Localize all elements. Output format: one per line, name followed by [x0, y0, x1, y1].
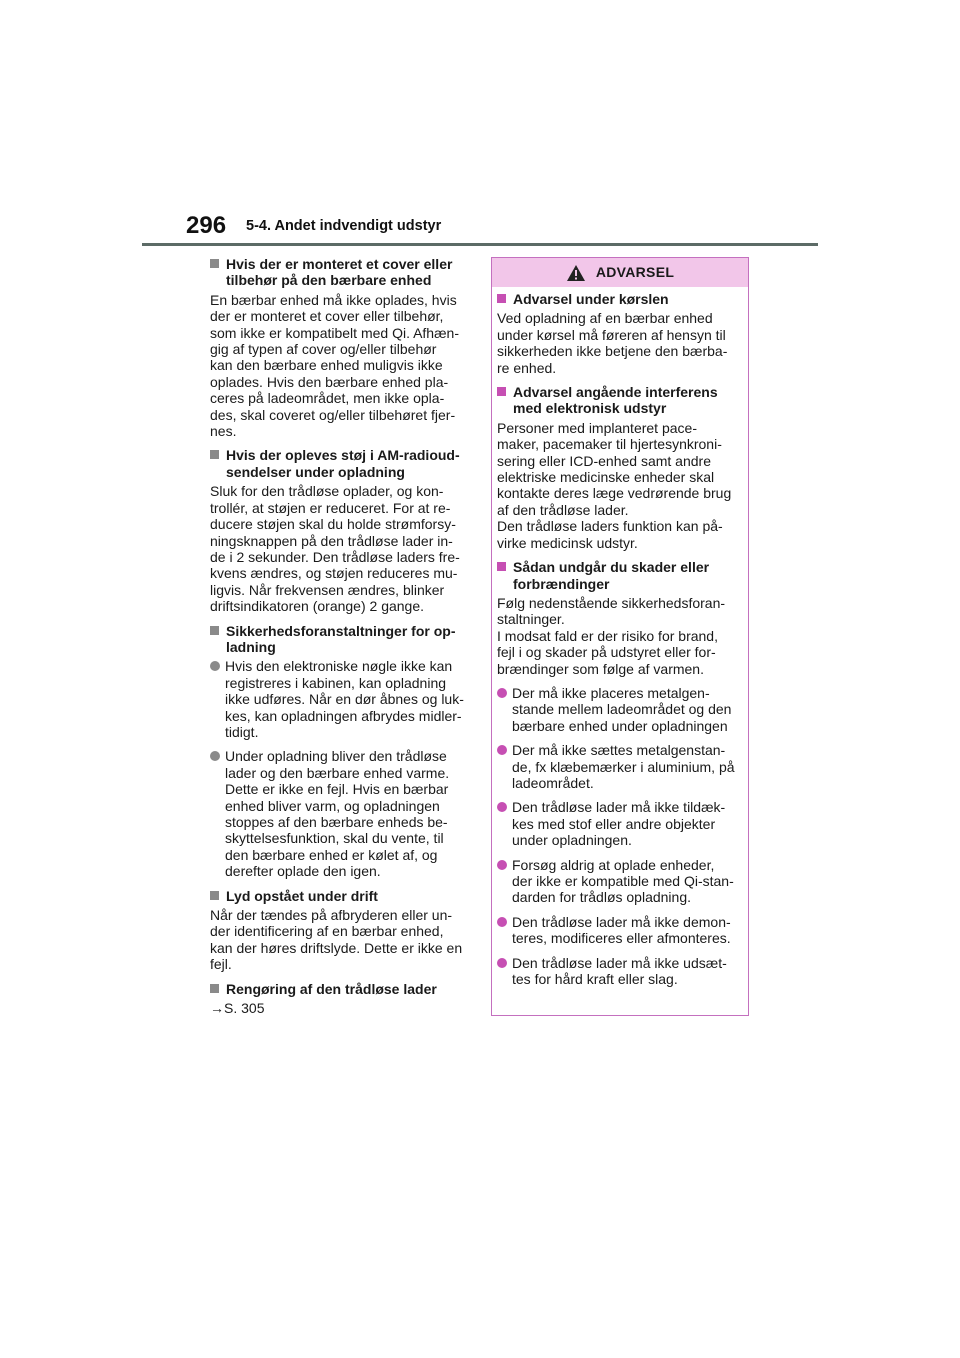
square-bullet-icon: [497, 387, 506, 396]
section-heading: [210, 981, 468, 997]
list-item: [497, 857, 743, 906]
paragraph: [210, 907, 468, 973]
text-line: Der må ikke placeres metalgen-: [512, 684, 710, 701]
list-item: [497, 799, 743, 848]
text-line: Sluk for den trådløse oplader, og kon-: [210, 483, 444, 500]
text-line: der ikke er kompatible med Qi-stan-: [512, 873, 734, 889]
text-line: Under opladning bliver den trådløse: [225, 748, 447, 765]
square-bullet-icon: [210, 891, 219, 900]
text-line: Rengøring af den trådløse lader: [226, 980, 437, 997]
text-line: gig af typen af cover og/eller tilbehør: [210, 341, 437, 358]
text-line: Ved opladning af en bærbar enhed: [497, 310, 713, 327]
square-bullet-icon: [210, 259, 219, 268]
text-line: Personer med implanteret pace-: [497, 419, 697, 436]
list-item: [210, 658, 468, 740]
text-line: enhed bliver varm, og opladningen: [225, 797, 440, 814]
round-bullet-icon: [497, 860, 507, 870]
square-bullet-icon: [210, 626, 219, 635]
warning-header: [492, 258, 748, 287]
header-rule: [142, 243, 818, 246]
text-line: sering eller ICD-enhed samt andre: [497, 452, 711, 469]
section-heading: [210, 256, 468, 289]
text-line: ladning: [226, 638, 276, 655]
text-line: maker, pacemaker til hjertesynkroni-: [497, 436, 722, 453]
text-line: ligvis. Når frekvensen ændres, blinker: [210, 581, 445, 598]
text-line: ducere støjen skal du holde strømforsy-: [210, 516, 456, 533]
text-line: lader og den bærbare enhed varme.: [225, 764, 450, 781]
text-line: sikkerheden ikke betjene den bærba-: [497, 343, 728, 360]
text-line: Lyd opstået under drift: [226, 887, 378, 904]
text-line: registreres i kabinen, kan opladning: [225, 674, 447, 691]
warning-triangle-icon: [566, 264, 586, 282]
text-line: skyttelsesfunktion, skal du vente, til: [225, 830, 444, 847]
section-title: 5-4. Andet indvendigt udstyr: [246, 218, 442, 234]
paragraph: [497, 310, 743, 376]
section-heading: [210, 623, 468, 656]
text-line: kan den bærbare enhed muligvis ikke: [210, 357, 443, 374]
text-line: der er monteret et cover eller tilbehør,: [210, 308, 444, 325]
text-line: derefter oplade den igen.: [225, 863, 381, 880]
text-line: Dette er ikke en fejl. Hvis en bærbar: [225, 781, 449, 798]
text-line: driftsindikatoren (orange) 2 gange.: [210, 598, 425, 615]
text-line: staltninger.: [497, 611, 565, 628]
text-line: fejl i og skader på udstyret eller for-: [497, 644, 716, 661]
text-line: kes med stof eller andre objekter: [512, 815, 716, 832]
paragraph: [497, 420, 743, 551]
text-line: Hvis den elektroniske nøgle ikke kan: [225, 658, 453, 675]
text-line: trollér, at støjen er reduceret. For at re-: [210, 499, 451, 516]
text-line: Sikkerhedsforanstaltninger for op-: [226, 622, 456, 639]
page-header: [0, 0, 960, 250]
section-heading: [210, 888, 468, 904]
text-line: kes, kan opladningen afbrydes midler-: [225, 707, 462, 724]
paragraph: [497, 595, 743, 677]
text-line: sendelser under opladning: [226, 463, 405, 480]
text-line: tes for hård kraft eller slag.: [512, 971, 678, 988]
text-line: med elektronisk udstyr: [513, 400, 667, 417]
list-item: [497, 742, 743, 791]
text-line: Hvis der opleves støj i AM-radioud-: [226, 447, 460, 464]
text-line: stoppes af den bærbare enheds be-: [225, 814, 448, 830]
text-line: de, fx klæbemærker i aluminium, på: [512, 758, 735, 775]
text-line: Følg nedenstående sikkerhedsforan-: [497, 594, 726, 611]
section-heading: [210, 447, 468, 480]
text-line: Advarsel angående interferens: [513, 384, 718, 401]
text-line: Forsøg aldrig at oplade enheder,: [512, 856, 715, 873]
text-line: Den trådløse laders funktion kan på-: [497, 518, 723, 535]
list-item: [210, 748, 468, 879]
text-line: Den trådløse lader må ikke tildæk-: [512, 799, 726, 816]
text-line: bærbare enhed under opladningen: [512, 717, 728, 734]
square-bullet-icon: [210, 450, 219, 459]
round-bullet-icon: [497, 802, 507, 812]
text-line: darden for trådløs opladning.: [512, 889, 691, 906]
list-item: [497, 685, 743, 734]
text-line: Den trådløse lader må ikke demon-: [512, 913, 731, 930]
text-line: Den trådløse lader må ikke udsæt-: [512, 954, 727, 971]
text-line: ceres på ladeområdet, men ikke opla-: [210, 390, 445, 407]
warning-label: ADVARSEL: [595, 264, 675, 281]
text-line: Advarsel under kørslen: [513, 291, 669, 307]
page-number: 296: [186, 212, 227, 239]
round-bullet-icon: [497, 958, 507, 968]
warning-heading: [497, 559, 743, 592]
round-bullet-icon: [210, 661, 220, 671]
square-bullet-icon: [210, 984, 219, 993]
text-line: under kørsel må føreren af hensyn til: [497, 326, 726, 343]
round-bullet-icon: [497, 917, 507, 927]
paragraph: [210, 483, 468, 614]
list-item: [497, 955, 743, 988]
text-line: En bærbar enhed må ikke oplades, hvis: [210, 291, 457, 308]
round-bullet-icon: [210, 751, 220, 761]
text-line: de i 2 sekunder. Den trådløse laders fre-: [210, 548, 460, 565]
text-line: forbrændinger: [513, 575, 610, 592]
text-line: Når der tændes på afbryderen eller un-: [210, 907, 453, 924]
text-line: der identificering af en bærbar enhed,: [210, 923, 444, 940]
warning-heading: [497, 384, 743, 417]
warning-box: [491, 257, 749, 1016]
text-line: Sådan undgår du skader eller: [513, 559, 710, 576]
text-line: Hvis der er monteret et cover eller: [226, 256, 453, 272]
text-line: kan der høres driftslyde. Dette er ikke en: [210, 939, 463, 956]
text-line: under opladningen.: [512, 832, 632, 849]
list-item: [497, 914, 743, 947]
square-bullet-icon: [497, 294, 506, 303]
round-bullet-icon: [497, 745, 507, 755]
text-line: kontakte deres læge vedrørende brug: [497, 485, 732, 502]
text-line: Der må ikke sættes metalgenstan-: [512, 742, 726, 759]
text-line: oplades. Hvis den bærbare enhed pla-: [210, 373, 449, 390]
round-bullet-icon: [497, 688, 507, 698]
square-bullet-icon: [497, 562, 506, 571]
text-line: tilbehør på den bærbare enhed: [226, 272, 432, 289]
text-line: I modsat fald er der risiko for brand,: [497, 627, 718, 644]
text-line: af den trådløse lader.: [497, 501, 629, 518]
text-line: kvens ændres, og støjen reduceres mu-: [210, 565, 458, 582]
text-line: re enhed.: [497, 359, 557, 376]
text-line: den bærbare enhed er kølet af, og: [225, 846, 438, 863]
text-line: nes.: [210, 423, 237, 440]
paragraph: [210, 292, 468, 440]
warning-heading: [497, 291, 743, 307]
text-line: ladeområdet.: [512, 774, 594, 791]
text-line: brændinger som følge af varmen.: [497, 660, 704, 677]
text-line: virke medicinsk udstyr.: [497, 534, 638, 551]
left-column: [210, 256, 468, 1024]
page-reference: →S. 305: [210, 1000, 265, 1017]
text-line: ningsknappen på den trådløse lader in-: [210, 532, 453, 549]
text-line: tidigt.: [225, 723, 259, 740]
text-line: teres, modificeres eller afmonteres.: [512, 930, 731, 947]
text-line: ikke udføres. Når en dør åbnes og luk-: [225, 691, 464, 708]
text-line: stande mellem ladeområdet og den: [512, 701, 732, 718]
text-line: elektriske medicinske enheder skal: [497, 469, 715, 486]
text-line: des, skal coveret og/eller tilbehøret fjer-: [210, 406, 456, 423]
text-line: som ikke er kompatibelt med Qi. Afhæn-: [210, 324, 459, 341]
text-line: fejl.: [210, 956, 232, 973]
